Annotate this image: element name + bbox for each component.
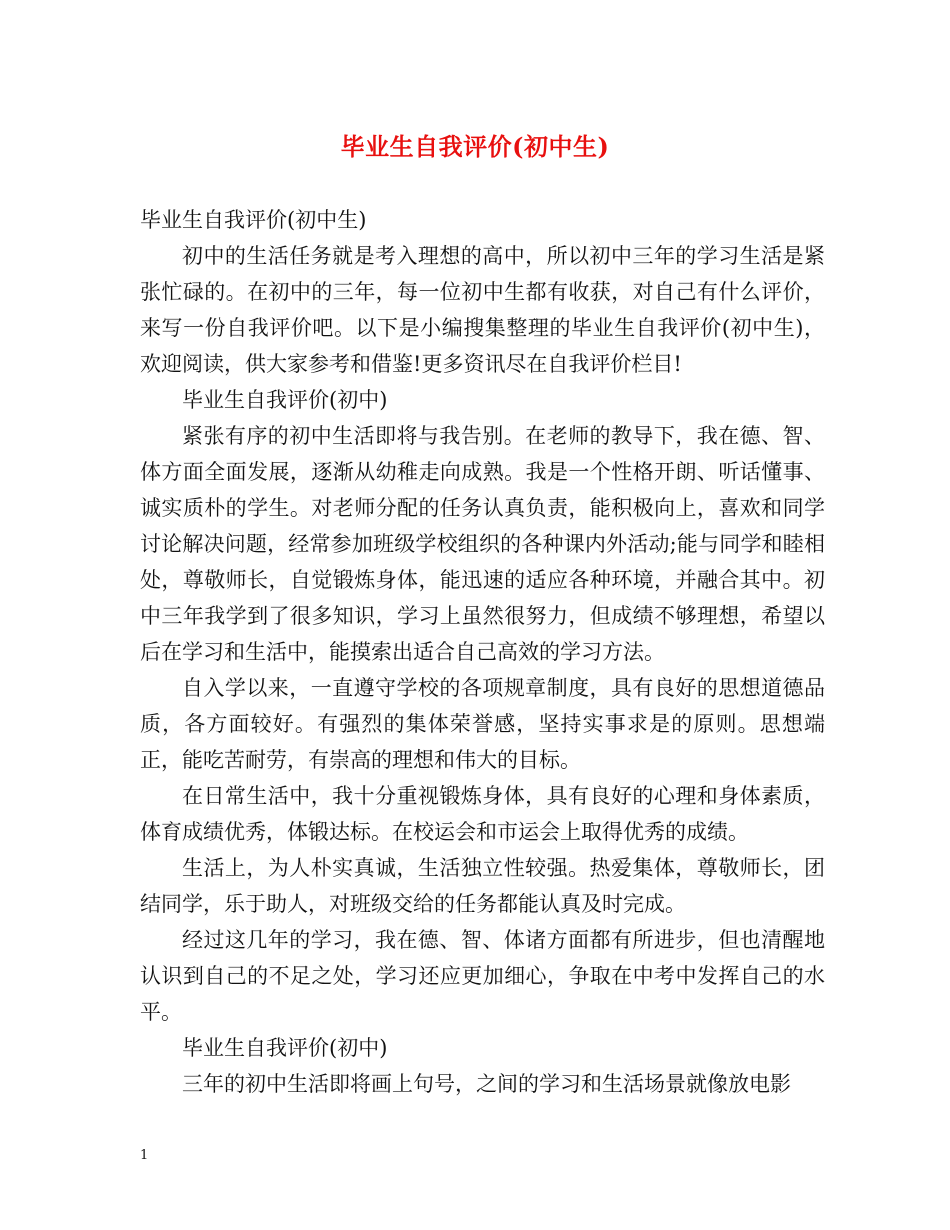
- paragraph: 三年的初中生活即将画上句号，之间的学习和生活场景就像放电影: [182, 1072, 791, 1096]
- paragraph: 自入学以来，一直遵守学校的各项规章制度，具有良好的思想道德品质，各方面较好。有强烈的集体荣誉感，坚持实事求是的原则。思想端正，能吃苦耐劳，有崇高的理想和伟大的目标。: [140, 676, 825, 772]
- paragraph: 经过这几年的学习，我在德、智、体诸方面都有所进步，但也清醒地认识到自己的不足之处，学习还应更加细心，争取在中考中发挥自己的水平。: [140, 928, 825, 1024]
- document-body: [140, 202, 825, 1102]
- paragraph-subtitle: 毕业生自我评价(初中生): [140, 208, 367, 232]
- section-heading: 毕业生自我评价(初中): [182, 1036, 388, 1060]
- paragraph: 紧张有序的初中生活即将与我告别。在老师的教导下，我在德、智、体方面全面发展，逐渐从幼稚走向成熟。我是一个性格开朗、听话懂事、诚实质朴的学生。对老师分配的任务认真负责，能积极向上，喜欢和同学讨论解决问题，经常参加班级学校组织的各种课内外活动;能与同学和睦相处，尊敬师长，自觉锻炼身体，能迅速的适应各种环境，并融合其中。初中三年我学到了很多知识，学习上虽然很努力，但成绩不够理想，希望以后在学习和生活中，能摸索出适合自己高效的学习方法。: [140, 424, 825, 664]
- paragraph-intro: 初中的生活任务就是考入理想的高中，所以初中三年的学习生活是紧张忙碌的。在初中的三年，每一位初中生都有收获，对自己有什么评价，来写一份自我评价吧。以下是小编搜集整理的毕业生自我评价(初中生)，欢迎阅读，供大家参考和借鉴!更多资讯尽在自我评价栏目!: [140, 244, 825, 376]
- section-heading: 毕业生自我评价(初中): [182, 388, 388, 412]
- paragraph: 在日常生活中，我十分重视锻炼身体，具有良好的心理和身体素质，体育成绩优秀，体锻达标。在校运会和市运会上取得优秀的成绩。: [140, 784, 825, 844]
- page-number: 1: [140, 1148, 149, 1163]
- document-title: 毕业生自我评价(初中生): [340, 132, 610, 161]
- paragraph: 生活上，为人朴实真诚，生活独立性较强。热爱集体，尊敬师长，团结同学，乐于助人，对班级交给的任务都能认真及时完成。: [140, 856, 825, 916]
